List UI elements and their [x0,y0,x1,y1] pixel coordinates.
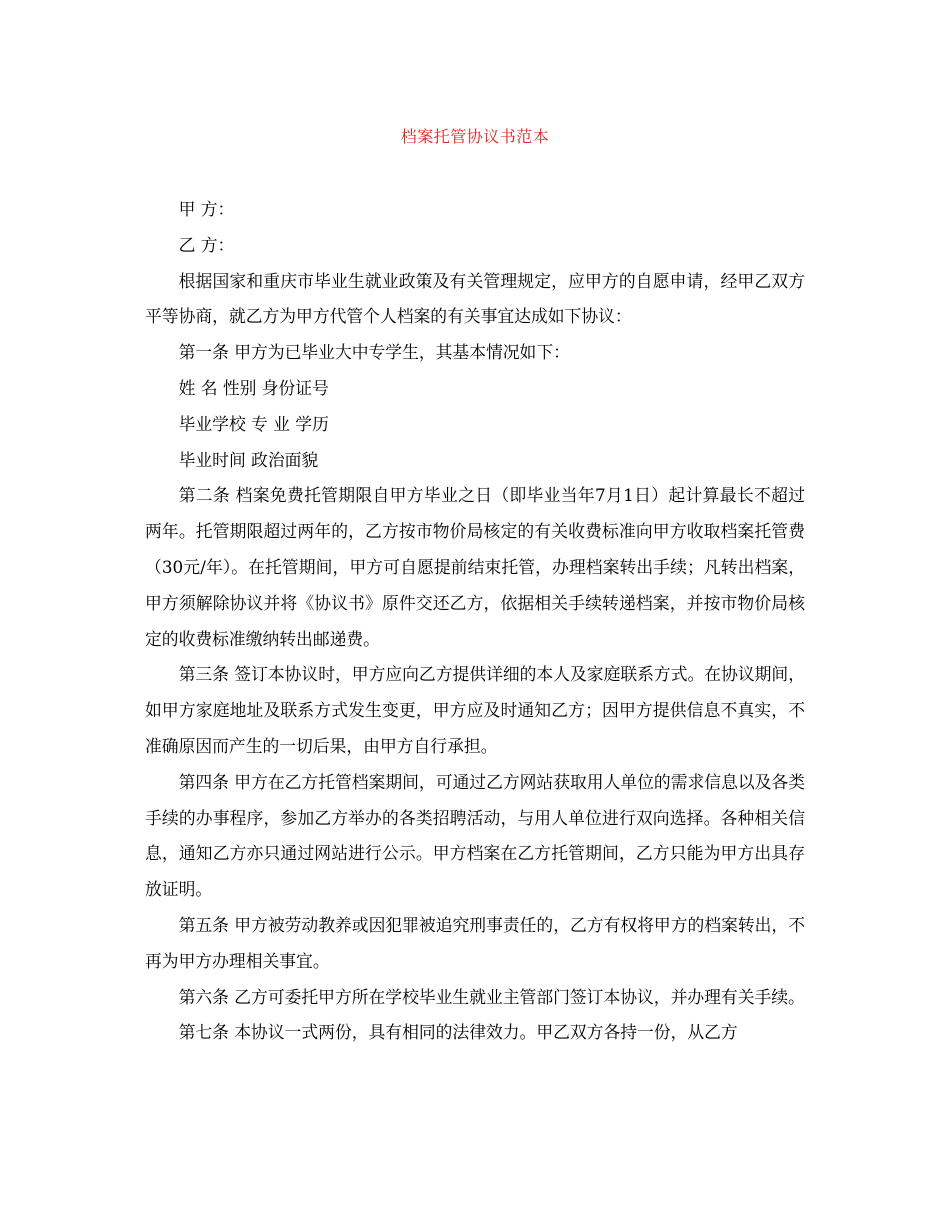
info-line-school: 毕业学校 专 业 学历 [178,413,329,434]
preamble-paragraph: 根据国家和重庆市毕业生就业政策及有关管理规定，应甲方的自愿申请，经甲乙双方平等协商，就乙方为甲方代管个人档案的有关事宜达成如下协议： [145,270,805,327]
info-line-graduation: 毕业时间 政治面貌 [178,449,319,470]
info-line-name: 姓 名 性别 身份证号 [178,377,329,398]
article-7-paragraph: 第七条 本协议一式两份，具有相同的法律效力。甲乙双方各持一份，从乙方 [178,1022,738,1043]
document-body [145,192,805,1051]
article-3-paragraph: 第三条 签订本协议时，甲方应向乙方提供详细的本人及家庭联系方式。在协议期间，如甲方家庭地址及联系方式发生变更，甲方应及时通知乙方；因甲方提供信息不真实，不准确原因而产生的一切后果，由甲方自行承担。 [145,664,805,756]
party-a-line: 甲 方： [178,199,235,219]
party-b-line: 乙 方： [178,234,235,255]
article-6-paragraph: 第六条 乙方可委托甲方所在学校毕业生就业主管部门签订本协议，并办理有关手续。 [178,986,805,1007]
document-title: 档案托管协议书范本 [400,127,550,146]
article-1-paragraph: 第一条 甲方为已毕业大中专学生，其基本情况如下： [178,342,570,363]
article-5-paragraph: 第五条 甲方被劳动教养或因犯罪被追究刑事责任的，乙方有权将甲方的档案转出，不再为甲方办理相关事宜。 [145,914,805,971]
article-2-paragraph: 第二条 档案免费托管期限自甲方毕业之日（即毕业当年7月1日）起计算最长不超过两年。托管期限超过两年的，乙方按市物价局核定的有关收费标准向甲方收取档案托管费（30元/年）。在托管期间，甲方可自愿提前结束托管，办理档案转出手续；凡转出档案，甲方须解除协议并将《协议书》原件交还乙方，依据相关手续转递档案，并按市物价局核定的收费标准缴纳转出邮递费。 [145,485,805,649]
article-4-paragraph: 第四条 甲方在乙方托管档案期间，可通过乙方网站获取用人单位的需求信息以及各类手续的办事程序，参加乙方举办的各类招聘活动，与用人单位进行双向选择。各种相关信息，通知乙方亦只通过网站进行公示。甲方档案在乙方托管期间，乙方只能为甲方出具存放证明。 [145,771,805,900]
